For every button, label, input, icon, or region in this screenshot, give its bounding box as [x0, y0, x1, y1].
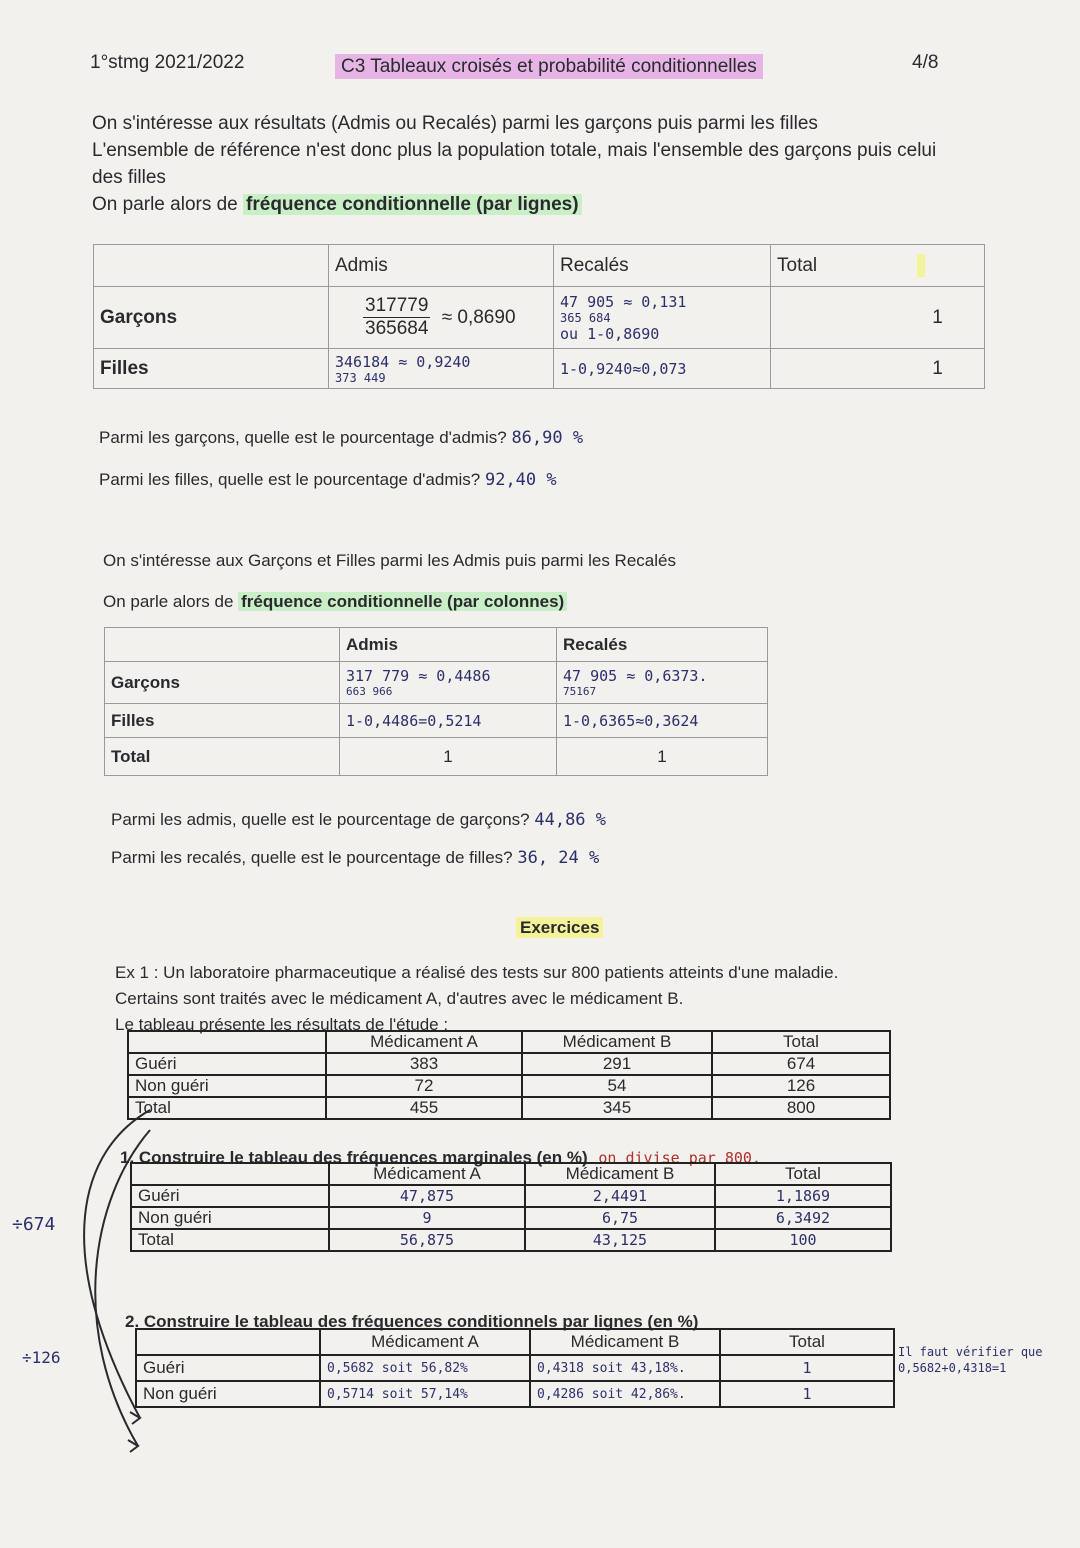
- cell-filles-total: 1: [771, 349, 985, 389]
- chapter-title: C3 Tableaux croisés et probabilité conditionnelles: [335, 56, 763, 78]
- question-cols-2: Parmi les recalés, quelle est le pourcentage de filles? 36, 24 %: [111, 848, 600, 868]
- row-total: Total: [105, 738, 340, 776]
- row-filles: Filles: [94, 349, 329, 389]
- header-recales: Recalés: [557, 628, 768, 662]
- cell-garcons-admis: $\frac{317779}{365684}$ ≈ 0,8690: [329, 287, 554, 349]
- question-rows-1: Parmi les garçons, quelle est le pourcentage d'admis? 86,90 %: [99, 428, 584, 448]
- header-total: Total: [712, 1031, 890, 1053]
- header-medicament-a: Médicament A: [320, 1329, 530, 1355]
- question-rows-2: Parmi les filles, quelle est le pourcentage d'admis? 92,40 %: [99, 470, 557, 490]
- row-garcons: Garçons: [94, 287, 329, 349]
- header-admis: Admis: [329, 245, 554, 287]
- cell-garcons-total: 1: [771, 287, 985, 349]
- table-exercise-data: Médicament A Médicament B Total Guéri 383 291 674 Non guéri 72 54 126 Total 455 345 800: [127, 1030, 891, 1120]
- header-medicament-b: Médicament B: [525, 1163, 715, 1185]
- cell-filles-recales: 1-0,6365≈0,3624: [557, 704, 768, 738]
- header-admis: Admis: [340, 628, 557, 662]
- table-marginal-frequencies: Médicament A Médicament B Total Guéri 47,875 2,4491 1,1869 Non guéri 9 6,75 6,3492 Total 56,875 43,125 100: [130, 1162, 892, 1252]
- cell-filles-recales: 1-0,9240≈0,073: [554, 349, 771, 389]
- row-gueri: Guéri: [131, 1185, 329, 1207]
- header-total: Total: [720, 1329, 894, 1355]
- row-filles: Filles: [105, 704, 340, 738]
- cell-garcons-recales: 47 905 ≈ 0,6373. 75167: [557, 662, 768, 704]
- header-medicament-a: Médicament A: [326, 1031, 522, 1053]
- section2-line1: On s'intéresse aux Garçons et Filles parmi les Admis puis parmi les Recalés: [103, 551, 676, 570]
- header-recales: Recalés: [554, 245, 771, 287]
- table-conditional-frequencies: Médicament A Médicament B Total Guéri 0,5682 soit 56,82% 0,4318 soit 43,18%. 1 Non guéri 0,5714 soit 57,14% 0,4286 soit 42,86%. 1: [135, 1328, 895, 1408]
- margin-note-divide-674: ÷674: [12, 1214, 56, 1235]
- row-garcons: Garçons: [105, 662, 340, 704]
- margin-note-verify: Il faut vérifier que 0,5682+0,4318=1: [898, 1345, 1043, 1375]
- class-year: 1°stmg 2021/2022: [90, 52, 245, 73]
- margin-note-divide-126: ÷126: [22, 1348, 61, 1367]
- section2-line2: On parle alors de fréquence conditionnelle (par colonnes): [103, 592, 567, 612]
- row-gueri: Guéri: [128, 1053, 326, 1075]
- cell-filles-admis: 346184 ≈ 0,9240 373 449: [329, 349, 554, 389]
- exercise-question-2: 2. Construire le tableau des fréquences conditionnels par lignes (en %): [125, 1312, 699, 1331]
- cell-filles-admis: 1-0,4486=0,5214: [340, 704, 557, 738]
- exercise-1-statement: Ex 1 : Un laboratoire pharmaceutique a réalisé des tests sur 800 patients atteints d'une maladie. Certains sont traités avec le médicament A, d'autres avec le médicament B. Le tableau présente les résultats de l'étude :: [115, 963, 839, 1034]
- cell-garcons-recales: 47 905 ≈ 0,131 365 684 ou 1-0,8690: [554, 287, 771, 349]
- cell-total-admis: 1: [340, 738, 557, 776]
- cell-total-recales: 1: [557, 738, 768, 776]
- row-total: Total: [128, 1097, 326, 1119]
- arrow-gueri: [84, 1110, 150, 1418]
- header-total: Total: [777, 254, 818, 276]
- row-gueri: Guéri: [136, 1355, 320, 1381]
- header-total: Total: [715, 1163, 891, 1185]
- exercices-title: Exercices: [516, 918, 603, 938]
- exercise-question-1: 1. Construire le tableau des fréquences marginales (en %) on divise par 800.: [120, 1148, 761, 1167]
- page-number: 4/8: [912, 52, 939, 73]
- arrow-non-gueri: [95, 1130, 150, 1446]
- header-medicament-b: Médicament B: [522, 1031, 712, 1053]
- row-non-gueri: Non guéri: [136, 1381, 320, 1407]
- header-medicament-b: Médicament B: [530, 1329, 720, 1355]
- header-medicament-a: Médicament A: [329, 1163, 525, 1185]
- intro-paragraph: On s'intéresse aux résultats (Admis ou Recalés) parmi les garçons puis parmi les filles L'ensemble de référence n'est donc plus la population totale, mais l'ensemble des garçons puis celui des filles On parle alors de fréquence conditionnelle (par lignes): [92, 113, 937, 215]
- row-total: Total: [131, 1229, 329, 1251]
- row-non-gueri: Non guéri: [128, 1075, 326, 1097]
- row-non-gueri: Non guéri: [131, 1207, 329, 1229]
- question-cols-1: Parmi les admis, quelle est le pourcentage de garçons? 44,86 %: [111, 810, 607, 830]
- cell-garcons-admis: 317 779 ≈ 0,4486 663 966: [340, 662, 557, 704]
